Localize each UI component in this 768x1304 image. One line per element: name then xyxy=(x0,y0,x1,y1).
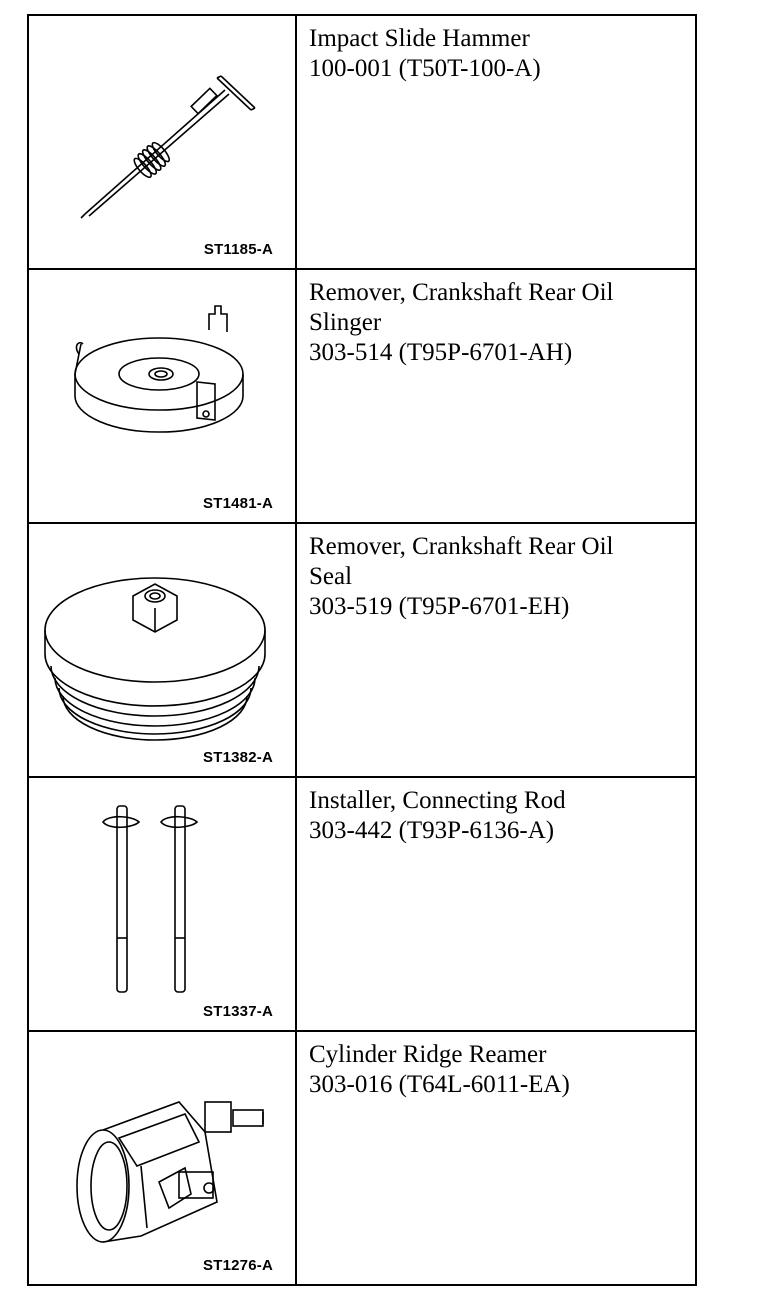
connecting-rod-installer-icon xyxy=(29,778,295,1030)
cylinder-ridge-reamer-icon xyxy=(29,1032,295,1284)
tool-image-cell xyxy=(28,269,296,523)
tool-name: Cylinder Ridge Reamer xyxy=(309,1041,547,1068)
oil-slinger-remover-icon xyxy=(29,270,295,522)
illustration-code: ST1337-A xyxy=(203,1003,273,1020)
tool-image-cell xyxy=(28,15,296,269)
tool-description xyxy=(297,16,695,84)
tool-description-cell xyxy=(296,15,696,269)
tool-row xyxy=(28,15,696,269)
impact-slide-hammer-icon xyxy=(29,16,295,268)
tool-number: 100-001 (T50T-100-A) xyxy=(309,55,541,82)
tool-number: 303-519 (T95P-6701-EH) xyxy=(309,593,570,620)
tool-description xyxy=(297,524,695,622)
tool-description-cell xyxy=(296,777,696,1031)
oil-seal-remover-icon xyxy=(29,524,295,776)
tool-image-cell xyxy=(28,523,296,777)
tool-row xyxy=(28,523,696,777)
special-tools-table xyxy=(27,14,697,1286)
tool-number: 303-514 (T95P-6701-AH) xyxy=(309,339,573,366)
tool-description xyxy=(297,1032,695,1100)
tool-name: Impact Slide Hammer xyxy=(309,25,530,52)
illustration-code: ST1382-A xyxy=(203,749,273,766)
tool-description-cell xyxy=(296,269,696,523)
tool-image-cell xyxy=(28,777,296,1031)
illustration-code: ST1185-A xyxy=(203,241,273,258)
tool-description xyxy=(297,270,695,368)
tool-name: Remover, Crankshaft Rear Oil xyxy=(309,279,614,306)
tool-row xyxy=(28,269,696,523)
tool-description xyxy=(297,778,695,846)
tool-row xyxy=(28,777,696,1031)
tool-description-cell xyxy=(296,523,696,777)
tool-number: 303-016 (T64L-6011-EA) xyxy=(309,1071,570,1098)
tool-image-cell xyxy=(28,1031,296,1285)
tool-row xyxy=(28,1031,696,1285)
tool-name-continued: Slinger xyxy=(309,309,382,336)
tool-name-continued: Seal xyxy=(309,563,353,590)
tool-description-cell xyxy=(296,1031,696,1285)
illustration-code: ST1276-A xyxy=(203,1257,273,1274)
illustration-code: ST1481-A xyxy=(203,495,273,512)
tool-name: Remover, Crankshaft Rear Oil xyxy=(309,533,614,560)
tool-name: Installer, Connecting Rod xyxy=(309,787,566,814)
tool-number: 303-442 (T93P-6136-A) xyxy=(309,817,555,844)
